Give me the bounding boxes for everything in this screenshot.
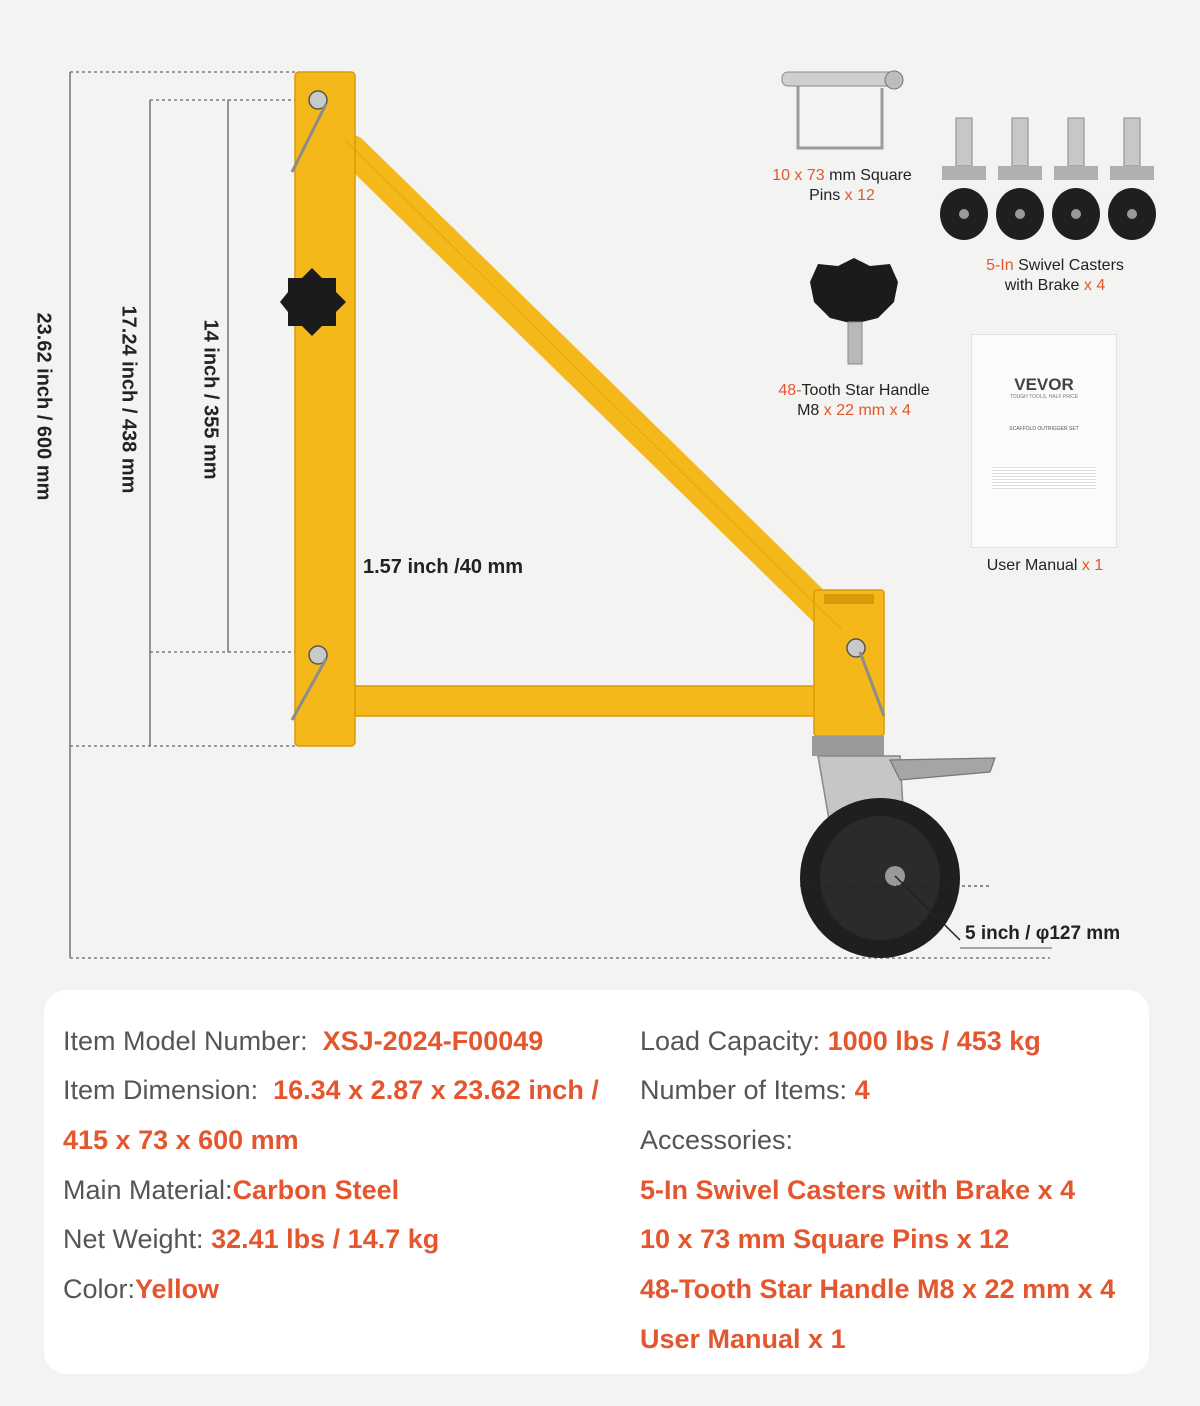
pins-label-count: x 12 [840,187,875,204]
spec-dimension [63,1073,599,1107]
spec-load [640,1024,1041,1058]
spec-load-key: Load Capacity: [640,1026,821,1056]
spec-dimension-key: Item Dimension: [63,1075,259,1105]
manual-text-block [992,465,1096,491]
pins-label-name2: Pins [809,187,841,204]
spec-color-key: Color: [63,1274,136,1304]
middle-height-label: 17.24 inch / 438 mm [117,305,140,494]
manual-label [960,556,1130,576]
spec-model-key: Item Model Number: [63,1026,308,1056]
spec-accessories-heading [640,1123,793,1157]
handle-label-count: x 22 mm x 4 [819,402,911,419]
accessory-item: User Manual x 1 [640,1324,846,1354]
manual-doc-title: SCAFFOLD OUTRIGGER SET [1009,426,1079,432]
handle-label [752,381,956,421]
user-manual-image [971,334,1117,548]
accessory-item: 5-In Swivel Casters with Brake x 4 [640,1175,1076,1205]
wheel-diameter-label: 5 inch / φ127 mm [965,923,1121,944]
spec-color-value: Yellow [135,1274,220,1304]
spec-weight [63,1222,439,1256]
manual-brand: VEVOR [1014,375,1074,394]
casters-label-size: 5-In [986,257,1014,274]
spec-weight-key: Net Weight: [63,1224,204,1254]
handle-label-teeth: 48- [778,382,802,399]
casters-label-name: Swivel Casters [1013,257,1124,274]
casters-label [950,256,1160,296]
inner-height-label: 14 inch / 355 mm [199,319,222,480]
spec-dimension-value: 16.34 x 2.87 x 23.62 inch / [273,1075,599,1105]
handle-label-size: M8 [797,402,820,419]
spec-model-value: XSJ-2024-F00049 [322,1026,544,1056]
spec-weight-value: 32.41 lbs / 14.7 kg [211,1224,440,1254]
spec-accessories-key: Accessories: [640,1125,794,1155]
spec-material [63,1173,399,1207]
accessory-item: 48-Tooth Star Handle M8 x 22 mm x 4 [640,1274,1116,1304]
spec-color [63,1272,219,1306]
spec-load-value: 1000 lbs / 453 kg [827,1026,1041,1056]
total-height-label: 23.62 inch / 600 mm [32,312,55,501]
spec-dimension-cont [63,1123,299,1157]
spec-items-value: 4 [854,1075,870,1105]
spec-material-key: Main Material: [63,1175,233,1205]
manual-tagline: TOUGH TOOLS, HALF PRICE [1009,394,1079,400]
casters-label-count: x 4 [1079,277,1106,294]
pins-label [752,166,932,206]
casters-label-name2: with Brake [1004,277,1080,294]
spec-items [640,1073,870,1107]
pins-label-qty: 10 x 73 [772,167,825,184]
spec-dimension-value-2: 415 x 73 x 600 mm [63,1125,299,1155]
tube-width-label: 1.57 inch /40 mm [363,556,524,578]
spec-model [63,1024,543,1058]
spec-material-value: Carbon Steel [232,1175,400,1205]
spec-items-key: Number of Items: [640,1075,848,1105]
accessory-item: 10 x 73 mm Square Pins x 12 [640,1224,1010,1254]
manual-label-count: x 1 [1077,557,1104,574]
pins-label-name: mm Square [824,167,912,184]
manual-label-name: User Manual [986,557,1078,574]
handle-label-name: Tooth Star Handle [801,382,930,399]
